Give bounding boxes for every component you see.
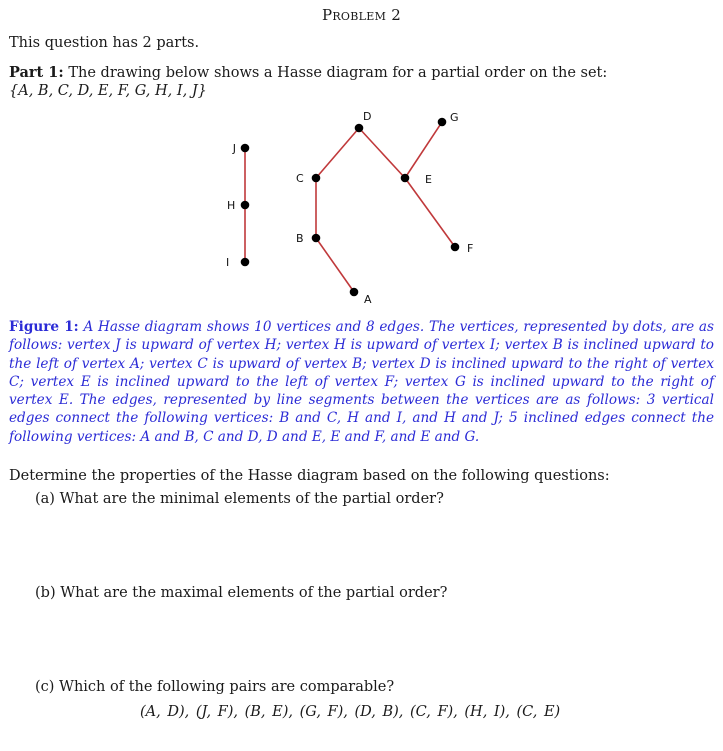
figure-caption-text: A Hasse diagram shows 10 vertices and 8 edges. The vertices, represented by dots, are as follows: vertex J is upward of vertex H; vertex H is upward of vertex I; vertex B is inclined upward to the left of vertex A; vertex C is upward of vertex B; vertex D is inclined upward to the right of vertex C; vertex E is inclined upward to the left of vertex F; vertex G is inclined upward to the right of vertex E. The edges, represented by line segments between the vertices are as follows: 3 vertical edges connect the following vertices: B and C, H and I, and H and J; 5 inclined edges connect the following vertices: A and B, C and D, D and E, E and F, and E and G. [9, 319, 714, 445]
vertex-g [438, 118, 447, 127]
vertex-label-g: G [450, 111, 459, 124]
vertex-e [401, 174, 410, 183]
edge-c-d [316, 128, 359, 178]
figure-caption [9, 318, 714, 446]
vertex-h [241, 201, 250, 210]
vertex-a [350, 288, 359, 297]
vertex-d [355, 124, 364, 133]
vertex-j [241, 144, 250, 153]
diagram-edges [245, 122, 455, 292]
vertex-label-i: I [226, 256, 230, 269]
edge-a-b [316, 238, 354, 292]
set-definition: {A, B, C, D, E, F, G, H, I, J} [9, 83, 207, 99]
vertex-label-d: D [363, 110, 372, 123]
vertex-label-f: F [467, 242, 474, 255]
vertex-label-h: H [227, 199, 236, 212]
problem-title: Problem 2 [321, 6, 402, 24]
hasse-diagram [0, 100, 723, 315]
part1-heading [9, 63, 709, 83]
vertex-label-e: E [425, 173, 432, 186]
question-c: (c) Which of the following pairs are comparable? [35, 679, 395, 695]
question-b: (b) What are the maximal elements of the partial order? [35, 585, 448, 601]
part1-text: The drawing below shows a Hasse diagram for a partial order on the set: [68, 65, 608, 81]
vertex-f [451, 243, 460, 252]
vertex-c [312, 174, 321, 183]
figure-label: Figure 1: [9, 319, 79, 335]
pairs-list: (A, D), (J, F), (B, E), (G, F), (D, B), (C, F), (H, I), (C, E) [140, 704, 561, 720]
vertex-label-b: B [296, 232, 304, 245]
vertex-label-c: C [296, 172, 304, 185]
question-a: (a) What are the minimal elements of the partial order? [35, 491, 444, 507]
vertex-b [312, 234, 321, 243]
vertex-label-j: J [232, 142, 236, 155]
vertex-i [241, 258, 250, 267]
edge-e-f [405, 178, 455, 247]
part1-label: Part 1: [9, 64, 64, 81]
instructions-text: Determine the properties of the Hasse diagram based on the following questions: [9, 468, 610, 484]
vertex-label-a: A [364, 293, 372, 306]
edge-d-e [359, 128, 405, 178]
edge-e-g [405, 122, 442, 178]
intro-text: This question has 2 parts. [9, 35, 200, 51]
